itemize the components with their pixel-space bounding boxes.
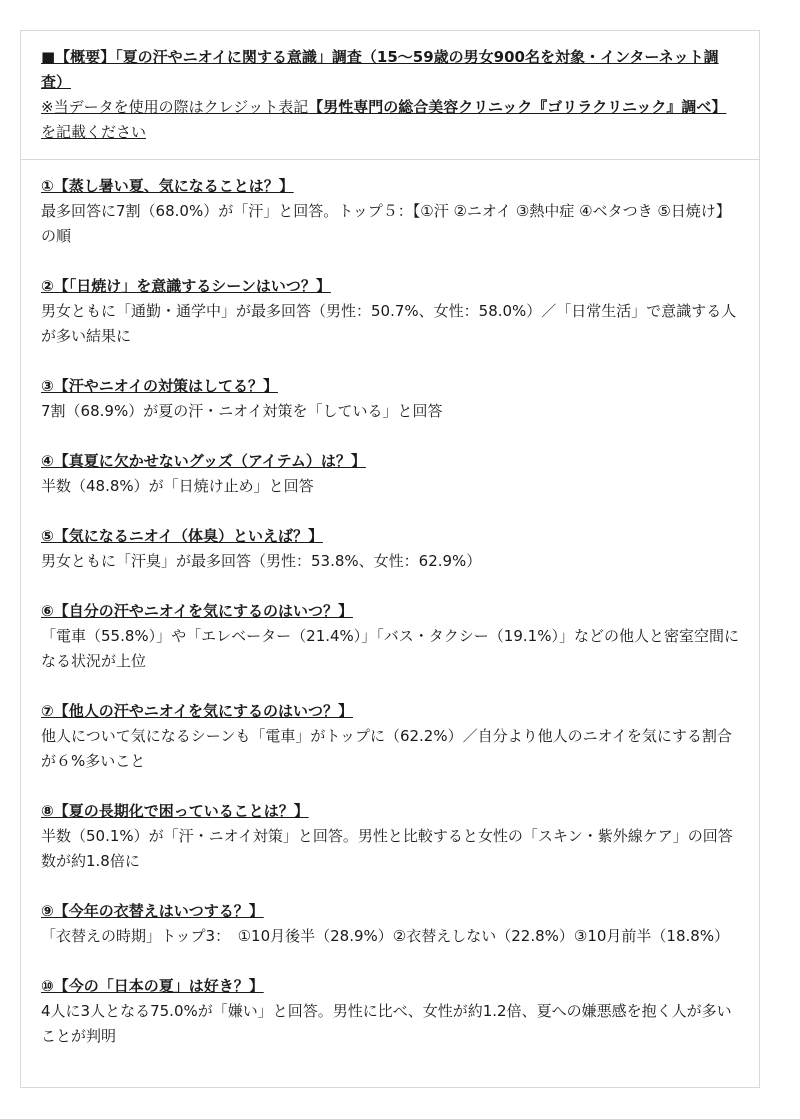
finding-item-5 [41, 524, 739, 574]
finding-item-6 [41, 599, 739, 674]
finding-item-3 [41, 374, 739, 424]
credit-source: 【男性専門の総合美容クリニック『ゴリラクリニック』調べ】 [308, 98, 727, 116]
finding-question: ⑩【今の「日本の夏」は好き？】 [41, 977, 264, 995]
finding-answer: 他人について気になるシーンも「電車」がトップに（62.2%）／自分より他人のニオイを気にする割合が６%多いこと [41, 727, 732, 770]
summary-card [20, 30, 760, 1088]
finding-item-4 [41, 449, 739, 499]
finding-answer: 半数（48.8%）が「日焼け止め」と回答 [41, 477, 314, 495]
finding-question: ⑦【他人の汗やニオイを気にするのはいつ？】 [41, 702, 353, 720]
finding-answer: 7割（68.9%）が夏の汗・ニオイ対策を「している」と回答 [41, 402, 443, 420]
finding-question: ③【汗やニオイの対策はしてる？】 [41, 377, 278, 395]
finding-question: ①【蒸し暑い夏、気になることは？】 [41, 177, 294, 195]
finding-question: ⑥【自分の汗やニオイを気にするのはいつ？】 [41, 602, 353, 620]
finding-question: ④【真夏に欠かせないグッズ（アイテム）は？】 [41, 452, 366, 470]
finding-question: ②【「日焼け」を意識するシーンはいつ？】 [41, 277, 331, 295]
finding-answer: 「電車（55.8%）」や「エレベーター（21.4%）」「バス・タクシー（19.1%）」などの他人と密室空間になる状況が上位 [41, 627, 739, 670]
finding-answer: 「衣替えの時期」トップ3： ①10月後半（28.9%）②衣替えしない（22.8%）③10月前半（18.8%） [41, 927, 730, 945]
finding-answer: 半数（50.1%）が「汗・ニオイ対策」と回答。男性と比較すると女性の「スキン・紫外線ケア」の回答数が約1.8倍に [41, 827, 733, 870]
finding-question: ⑨【今年の衣替えはいつする？】 [41, 902, 264, 920]
credit-note [41, 95, 739, 145]
findings-list [21, 160, 759, 1049]
finding-item-2 [41, 274, 739, 349]
finding-question: ⑧【夏の長期化で困っていることは？】 [41, 802, 309, 820]
finding-question: ⑤【気になるニオイ（体臭）といえば？】 [41, 527, 323, 545]
finding-item-1 [41, 174, 739, 249]
credit-prefix: ※当データを使用の際はクレジット表記 [41, 98, 309, 116]
finding-item-8 [41, 799, 739, 874]
finding-answer: 4人に3人となる75.0%が「嫌い」と回答。男性に比べ、女性が約1.2倍、夏への嫌悪感を抱く人が多いことが判明 [41, 1002, 732, 1045]
finding-item-9 [41, 899, 739, 949]
finding-answer: 最多回答に7割（68.0%）が「汗」と回答。トップ５：【①汗 ②ニオイ ③熱中症 ④ベタつき ⑤日焼け】の順 [41, 202, 731, 245]
credit-suffix: を記載ください [41, 123, 147, 141]
finding-answer: 男女ともに「汗臭」が最多回答（男性：53.8%、女性：62.9%） [41, 552, 482, 570]
finding-answer: 男女ともに「通勤・通学中」が最多回答（男性：50.7%、女性：58.0%）／「日常生活」で意識する人が多い結果に [41, 302, 737, 345]
summary-header [21, 31, 759, 160]
finding-item-7 [41, 699, 739, 774]
finding-item-10 [41, 974, 739, 1049]
survey-title: ■【概要】「夏の汗やニオイに関する意識」調査（15〜59歳の男女900名を対象・インターネット調査） [41, 48, 719, 91]
